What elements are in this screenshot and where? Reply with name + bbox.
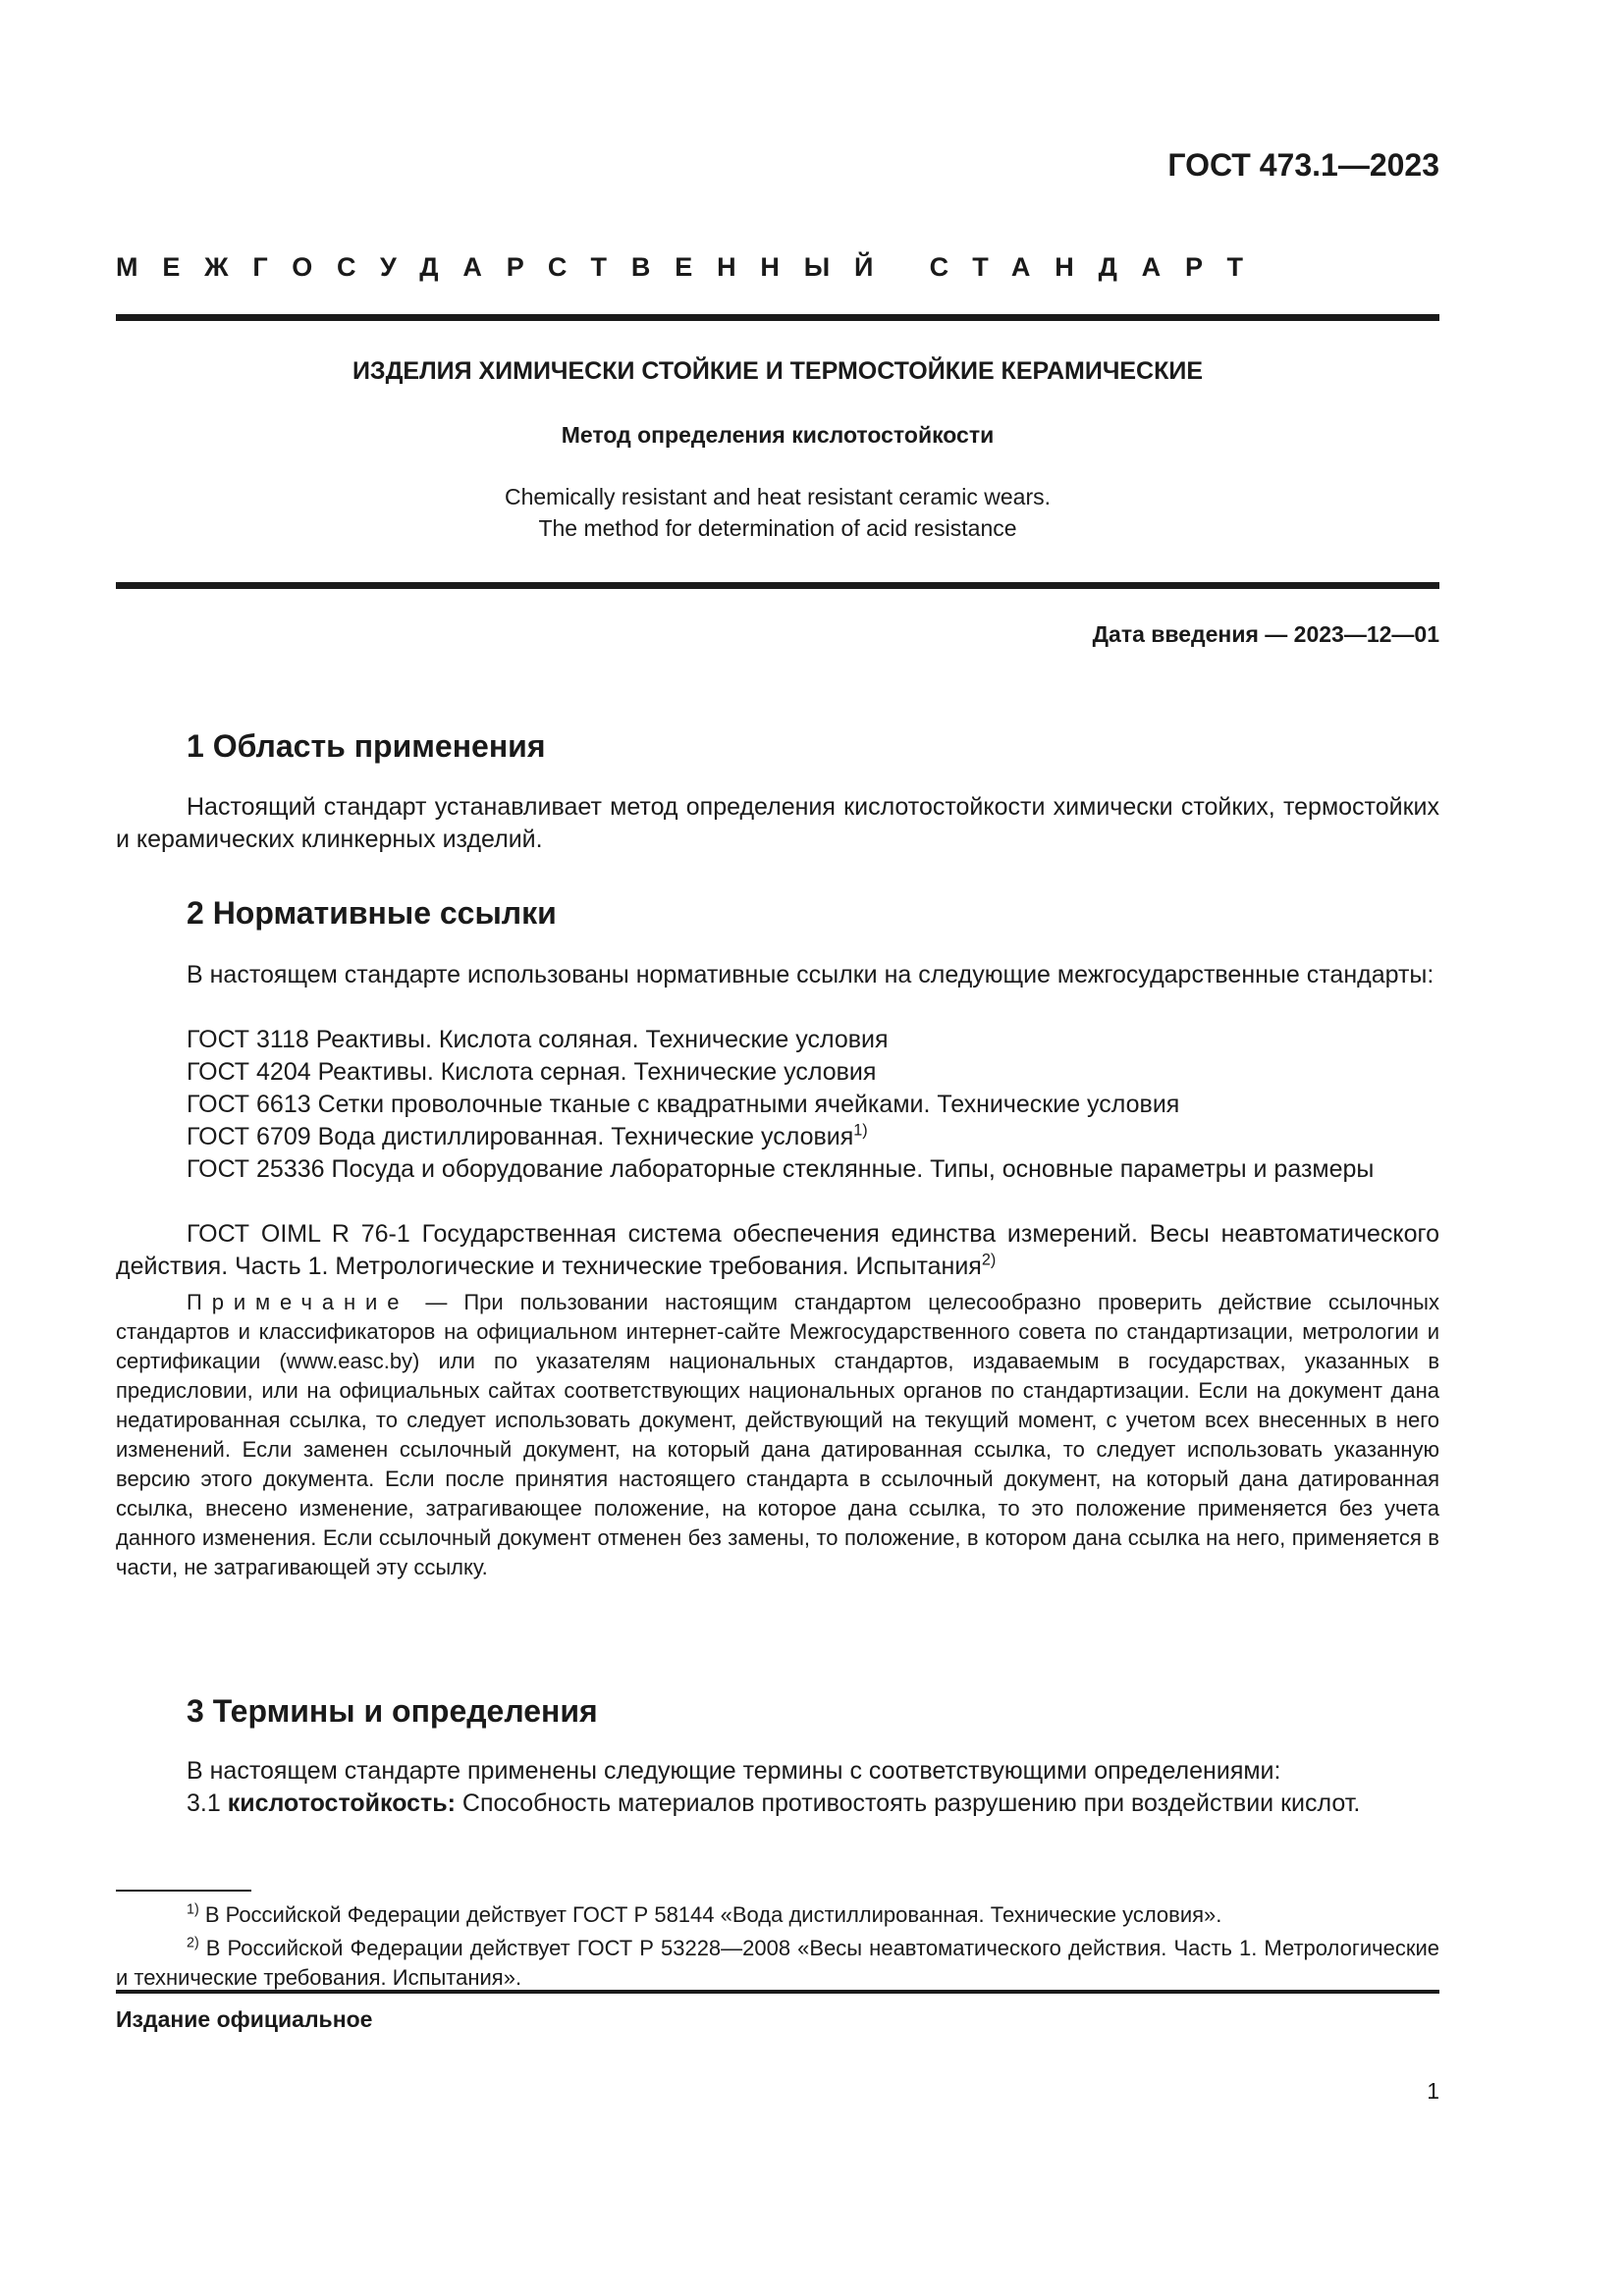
footnote [116,1934,1439,1993]
section-3-heading: 3 Термины и определения [187,1693,598,1729]
footer-divider [116,1990,1439,1994]
definition: Способность материалов противостоять разрушению при воздействии кислот. [455,1789,1361,1817]
section-2-intro: В настоящем стандарте использованы нормативные ссылки на следующие межгосударственные стандарты: [187,961,1435,988]
footnote-marker: 2) [981,1251,997,1269]
reference-item: ГОСТ 4204 Реактивы. Кислота серная. Технические условия [187,1058,877,1086]
section-1-heading: 1 Область применения [187,728,546,764]
footnote-text: В Российской Федерации действует ГОСТ Р 53228—2008 «Весы неавтоматического действия. Часть 1. Метрологические и технические требования. Испытания». [116,1936,1439,1990]
page-number: 1 [1427,2078,1439,2104]
footnote-text: В Российской Федерации действует ГОСТ Р 58144 «Вода дистиллированная. Технические условия». [198,1902,1222,1927]
footnote-marker: 1) [853,1121,868,1140]
footnote-marker: 1) [187,1901,199,1918]
standard-designation: ГОСТ 473.1—2023 [1167,147,1439,183]
english-title-line-2: The method for determination of acid resistance [538,515,1017,541]
title-divider [116,582,1439,589]
section-2-heading: 2 Нормативные ссылки [187,895,557,931]
document-subtitle: Метод определения кислотостойкости [561,422,995,448]
reference-item: ГОСТ 25336 Посуда и оборудование лабораторные стеклянные. Типы, основные параметры и размеры [187,1155,1375,1183]
term: кислотостойкость: [227,1789,456,1817]
footnote-separator [116,1890,251,1892]
footnote [116,1900,1439,1930]
reference-item [116,1218,1439,1283]
reference-item [187,1121,868,1153]
reference-item: ГОСТ 3118 Реактивы. Кислота соляная. Технические условия [187,1026,889,1053]
note-label: Примечание [187,1290,409,1314]
reference-item: ГОСТ 6613 Сетки проволочные тканые с квадратными ячейками. Технические условия [187,1091,1180,1118]
introduction-date: Дата введения — 2023—12—01 [1092,621,1439,647]
reference-text: ГОСТ 6709 Вода дистиллированная. Технические условия [187,1123,854,1150]
section-1-text: Настоящий стандарт устанавливает метод определения кислотостойкости химически стойких, термостойких и керамических клинкерных изделий. [116,793,1439,853]
english-title-line-1: Chemically resistant and heat resistant ceramic wears. [504,484,1052,509]
section-3-intro: В настоящем стандарте применены следующие термины с соответствующими определениями: [187,1757,1281,1785]
standard-kind: МЕЖГОСУДАРСТВЕННЫЙ СТАНДАРТ [116,252,1268,282]
footnote-marker: 2) [187,1935,199,1951]
term-number: 3.1 [187,1789,221,1817]
english-title [116,481,1439,544]
document-page [116,0,1439,2296]
note-text: — При пользовании настоящим стандартом целесообразно проверить действие ссылочных стандартов и классификаторов на официальном интернет-сайте Межгосударственного совета по стандартизации, метрологии и сертификации (www.easc.by) или по указателям национальных стандартов, издаваемым в государствах, указанных в предисловии, или на официальных сайтах соответствующих национальных органов по стандартизации. Если на документ дана недатированная ссылка, то следует использовать документ, действующий на текущий момент, с учетом всех внесенных в него изменений. Если заменен ссылочный документ, на который дана датированная ссылка, то следует использовать указанную версию этого документа. Если после принятия настоящего стандарта в ссылочный документ, на который дана датированная ссылка, внесено изменение, затрагивающее положение, на которое дана ссылка, то это положение применяется без учета данного изменения. Если ссылочный документ отменен без замены, то положение, в котором дана ссылка на него, применяется в части, не затрагивающей эту ссылку. [116,1290,1439,1579]
document-title: ИЗДЕЛИЯ ХИМИЧЕСКИ СТОЙКИЕ И ТЕРМОСТОЙКИЕ КЕРАМИЧЕСКИЕ [352,357,1204,385]
edition-label: Издание официальное [116,2006,373,2032]
term-definition [116,1788,1439,1820]
header-divider [116,314,1439,321]
note [116,1288,1439,1582]
reference-text: ГОСТ OIML R 76-1 Государственная система обеспечения единства измерений. Весы неавтоматического действия. Часть 1. Метрологические и технические требования. Испытания [116,1220,1439,1280]
